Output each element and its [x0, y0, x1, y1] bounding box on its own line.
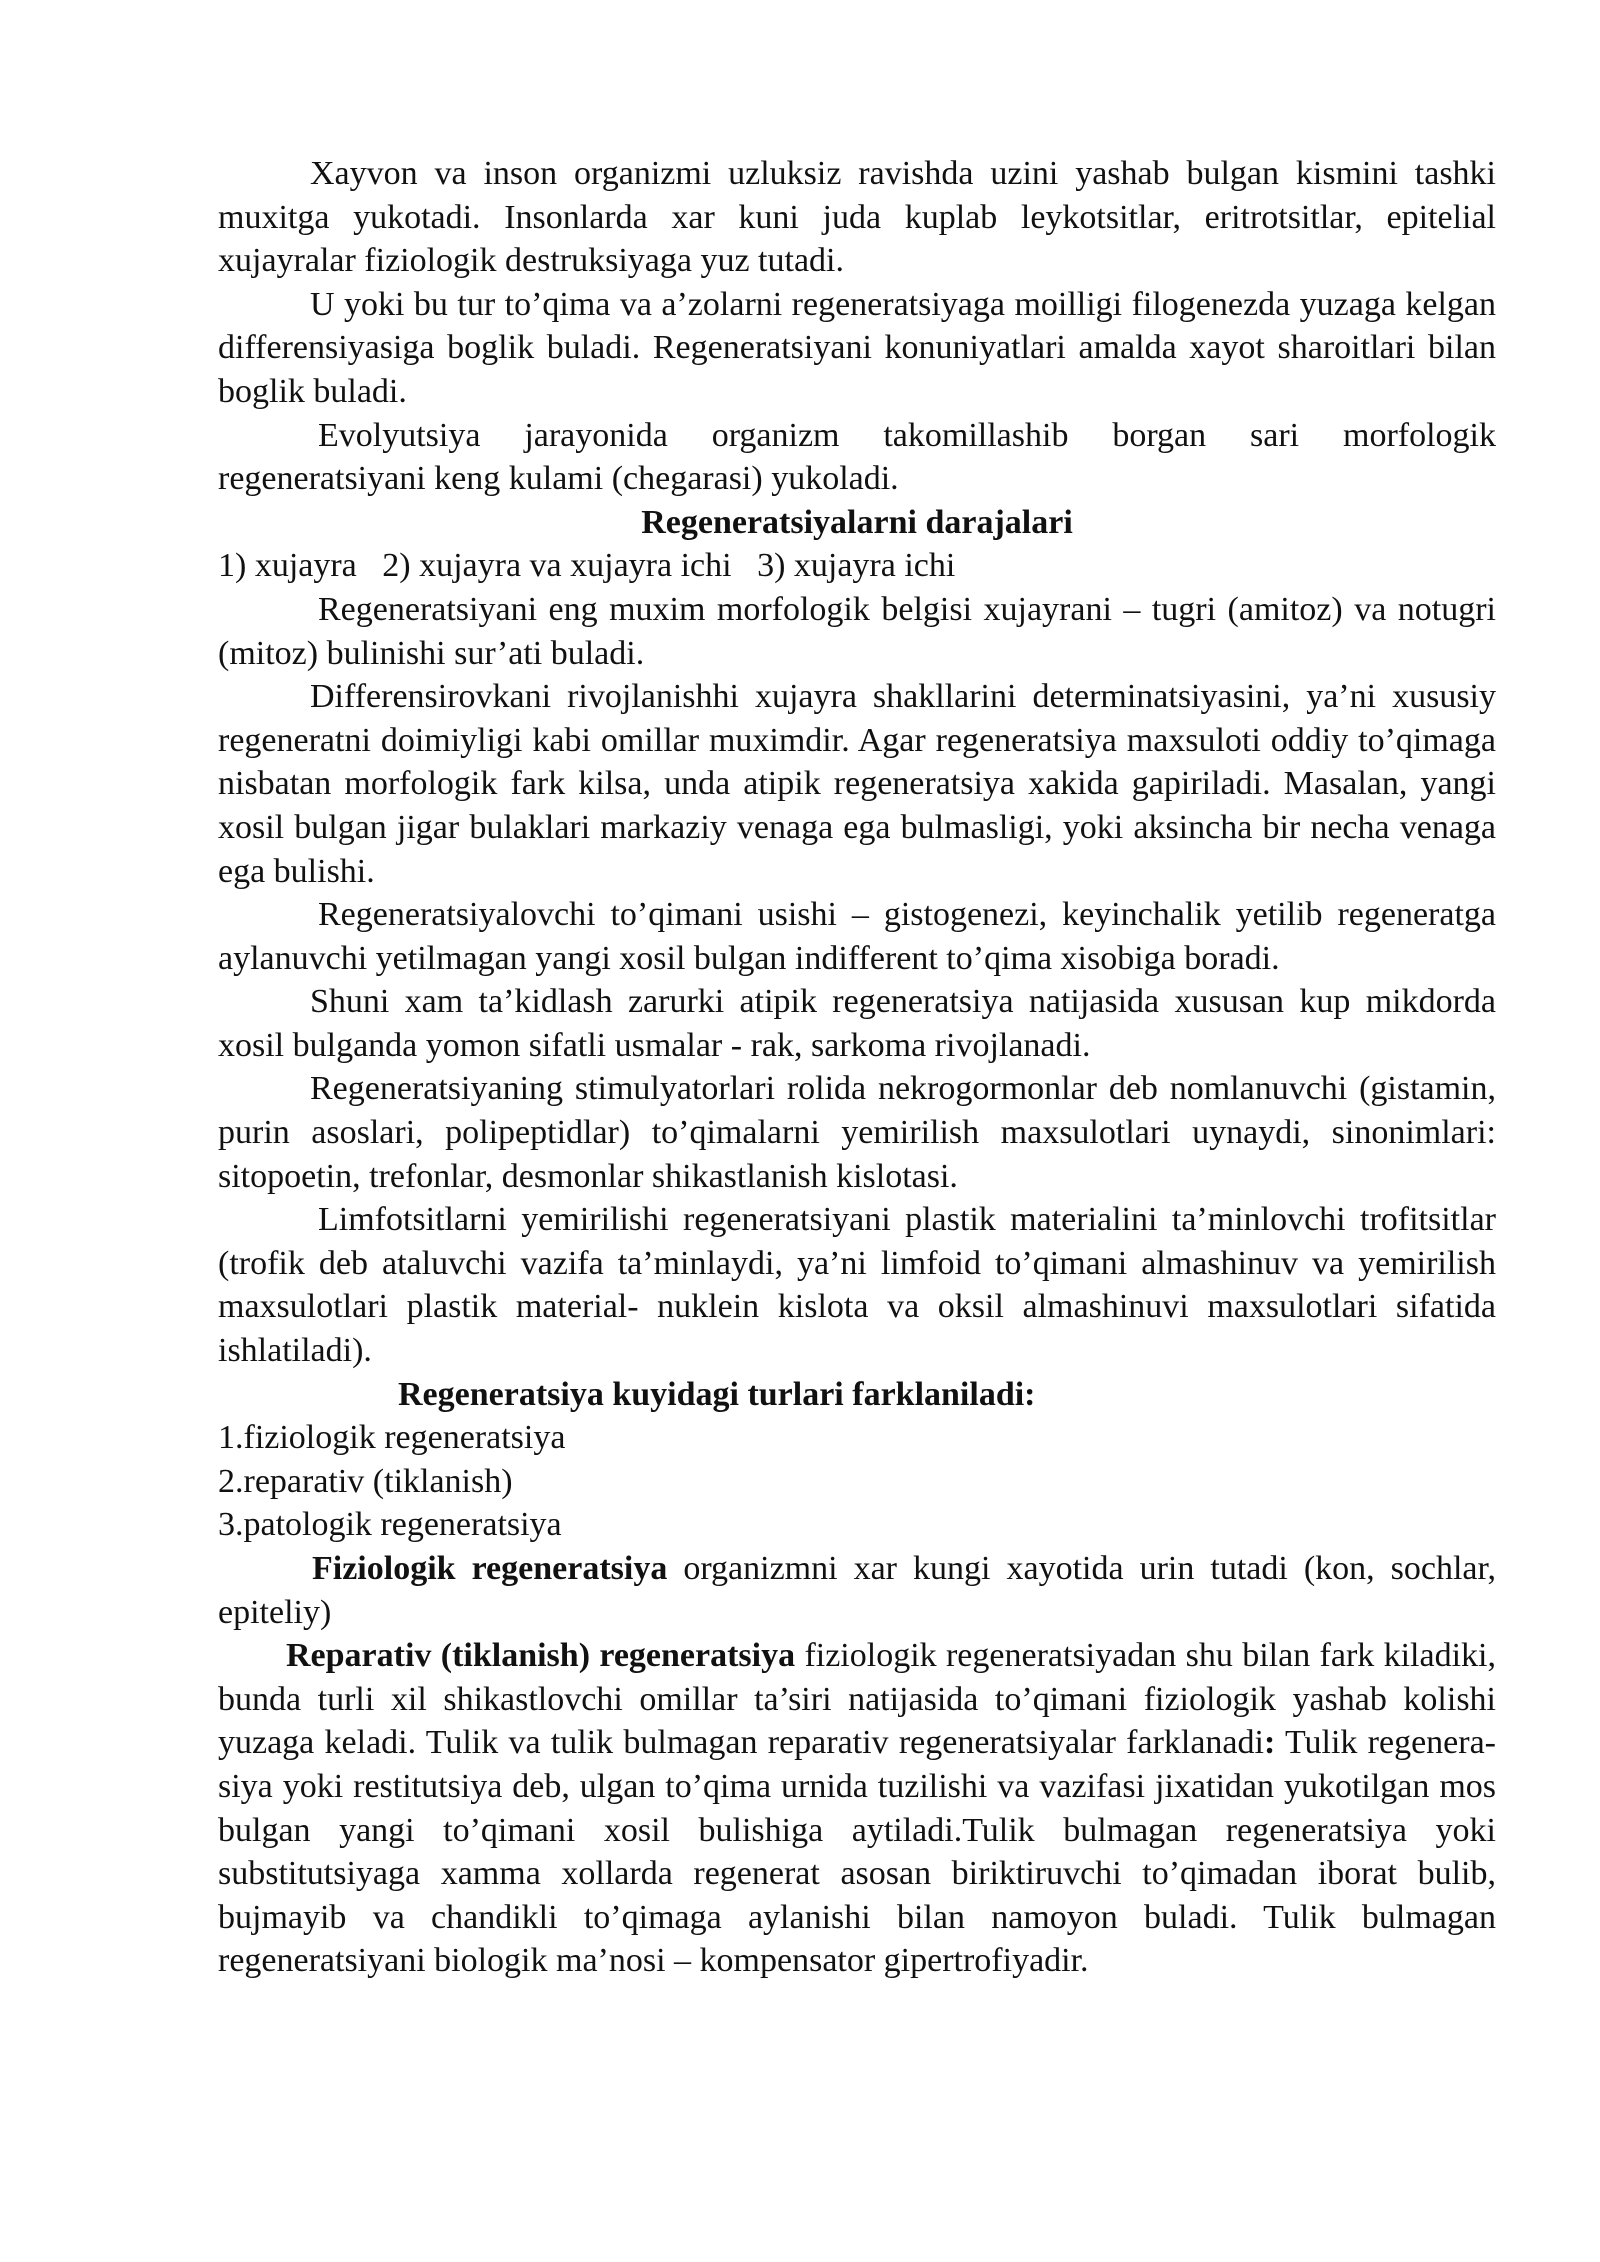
paragraph-7: Shuni xam ta’kidlash zarurki atipik regeneratsiya natijasida xususan kup mikdorda xosil bulganda yomon sifatli usmalar - rak, sarkoma rivojlanadi.	[218, 983, 1496, 1064]
types-list-item: 3.patologik regeneratsiya	[218, 1506, 562, 1544]
section-heading-types: Regeneratsiya kuyidagi turlari farklaniladi:	[398, 1375, 1036, 1413]
paragraph-4: Regeneratsiyani eng muxim morfologik belgisi xujayrani – tugri (amitoz) va notugri (mitoz) bulinishi sur’ati buladi.	[218, 590, 1496, 672]
paragraph-2: U yoki bu tur to’qima va a’zolarni regeneratsiyaga moilligi filogenezda yuzaga kelgan differensiyasiga boglik buladi. Regeneratsiyani konuniyatlari amalda xayot sharoitlari bilan boglik buladi.	[218, 285, 1496, 410]
document-page	[218, 152, 1496, 1983]
paragraph-3: Evolyutsiya jarayonida organizm takomillashib borgan sari morfologik regeneratsiyani keng kulami (chegarasi) yukoladi.	[218, 416, 1496, 498]
term-physiological-regeneration: Fiziologik regeneratsiya	[312, 1550, 668, 1587]
paragraph-11-text-b: Tulik regenera-siya yoki restitutsiya deb, ulgan to’qima urnida tuzilishi va vazifasi jixatidan yukotilgan mos bulgan yangi to’qimani xosil bulishiga aytiladi.Tulik bulmagan regeneratsiya yoki substitutsiyaga xamma xollarda regenerat asosan biriktiruvchi to’qimadan iborat bulib, bujmayib va chandikli to’qimaga aylanishi bilan namoyon buladi. Tulik bulmagan regeneratsiyani biologik ma’nosi – kompensator gipertrofiyadir.	[218, 1724, 1496, 1980]
paragraph-11-colon: :	[1263, 1724, 1276, 1762]
paragraph-10	[218, 1547, 1496, 1634]
types-list-item: 1.fiziologik regeneratsiya	[218, 1419, 566, 1457]
paragraph-5: Differensirovkani rivojlanishhi xujayra shakllarini determinatsiyasini, ya’ni xususiy regeneratni doimiyligi kabi omillar muximdir. Agar regeneratsiya maxsuloti oddiy to’qimaga nisbatan morfologik fark kilsa, unda atipik regeneratsiya xakida gapiriladi. Masalan, yangi xosil bulgan jigar bulaklari markaziy venaga ega bulmasligi, yoki aksincha bir necha venaga ega bulishi.	[218, 678, 1496, 890]
section-heading-levels: Regeneratsiyalarni darajalari	[641, 503, 1073, 541]
types-list-item: 2.reparativ (tiklanish)	[218, 1462, 513, 1500]
paragraph-1: Xayvon va inson organizmi uzluksiz ravishda uzini yashab bulgan kismini tashki muxitga yukotadi. Insonlarda xar kuni juda kuplab leykotsitlar, eritrotsitlar, epitelial xujayralar fiziologik destruksiyaga yuz tutadi.	[218, 155, 1496, 280]
paragraph-11-text-a: fiziologik regeneratsiyadan shu bilan fark kiladiki, bunda turli xil shikastlovchi omillar ta’siri natijasida to’qimani fiziologik yashab kolishi yuzaga keladi. Tulik va tulik bulmagan reparativ regeneratsiyalar farklanadi	[218, 1637, 1496, 1762]
paragraph-10-text: organizmni xar kungi xayotida urin tutadi (kon, sochlar, epiteliy)	[218, 1550, 1496, 1631]
levels-list: 1) xujayra 2) xujayra va xujayra ichi 3) xujayra ichi	[218, 547, 956, 585]
paragraph-6: Regeneratsiyalovchi to’qimani usishi – gistogenezi, keyinchalik yetilib regeneratga aylanuvchi yetilmagan yangi xosil bulgan indifferent to’qima xisobiga boradi.	[218, 896, 1496, 977]
paragraph-9: Limfotsitlarni yemirilishi regeneratsiyani plastik materialini ta’minlovchi trofitsitlar (trofik deb ataluvchi vazifa ta’minlaydi, ya’ni limfoid to’qimani almashinuv va yemirilish maxsulotlari plastik material- nuklein kislota va oksil almashinuvi maxsulotlari sifatida ishlatiladi).	[218, 1201, 1496, 1370]
term-reparative-regeneration: Reparativ (tiklanish) regeneratsiya	[286, 1637, 796, 1675]
paragraph-11	[218, 1634, 1496, 1983]
paragraph-8: Regeneratsiyaning stimulyatorlari rolida nekrogormonlar deb nomlanuvchi (gistamin, purin asoslari, polipeptidlar) to’qimalarni yemirilish maxsulotlari uynaydi, sinonimlari: sitopoetin, trefonlar, desmonlar shikastlanish kislotasi.	[218, 1070, 1496, 1195]
